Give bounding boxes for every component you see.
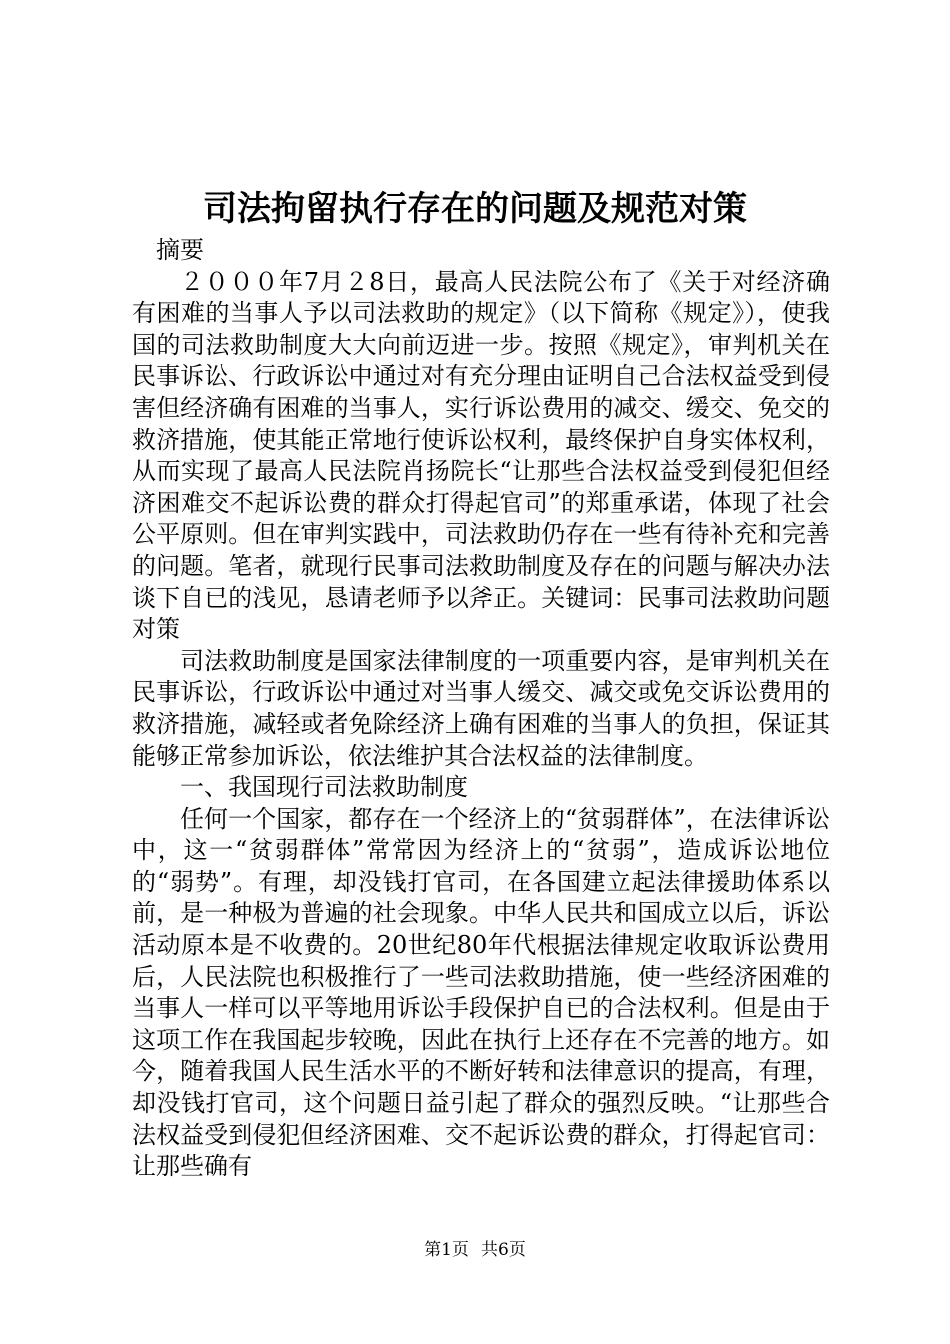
page-footer (0, 1238, 950, 1262)
section-heading: 一、我国现行司法救助制度 (180, 773, 468, 802)
document-body (132, 235, 830, 1183)
document-title: 司法拘留执行存在的问题及规范对策 (203, 189, 747, 229)
page-total: 共6页 (481, 1240, 526, 1260)
page-number: 第1页 (424, 1240, 469, 1260)
abstract-label: 摘要 (156, 236, 204, 264)
body-paragraph: 司法救助制度是国家法律制度的一项重要内容，是审判机关在民事诉讼，行政诉讼中通过对当事人缓交、减交或免交诉讼费用的救济措施，减轻或者免除经济上确有困难的当事人的负担，保证其能够正常参加诉讼，依法维护其合法权益的法律制度。 (132, 646, 830, 770)
abstract-paragraph: ２０００年7月２8日，最高人民法院公布了《关于对经济确有困难的当事人予以司法救助的规定》（以下简称《规定》），使我国的司法救助制度大大向前迈进一步。按照《规定》，审判机关在民事诉讼、行政诉讼中通过对有充分理由证明自己合法权益受到侵害但经济确有困难的当事人，实行诉讼费用的减交、缓交、免交的救济措施，使其能正常地行使诉讼权利，最终保护自身实体权利，从而实现了最高人民法院肖扬院长“让那些合法权益受到侵犯但经济困难交不起诉讼费的群众打得起官司”的郑重承诺，体现了社会公平原则。但在审判实践中，司法救助仍存在一些有待补充和完善的问题。笔者，就现行民事司法救助制度及存在的问题与解决办法谈下自已的浅见，恳请老师予以斧正。关键词：民事司法救助问题对策 (132, 267, 830, 644)
section-paragraph: 任何一个国家，都存在一个经济上的“贫弱群体”，在法律诉讼中，这一“贫弱群体”常常因为经济上的“贫弱”，造成诉讼地位的“弱势”。有理，却没钱打官司，在各国建立起法律援助体系以前，是一种极为普遍的社会现象。中华人民共和国成立以后，诉讼活动原本是不收费的。20世纪80年代根据法律规定收取诉讼费用后，人民法院也积极推行了一些司法救助措施，使一些经济困难的当事人一样可以平等地用诉讼手段保护自已的合法权利。但是由于这项工作在我国起步较晚，因此在执行上还存在不完善的地方。如今，随着我国人民生活水平的不断好转和法律意识的提高，有理，却没钱打官司，这个问题日益引起了群众的强烈反映。“让那些合法权益受到侵犯但经济困难、交不起诉讼费的群众，打得起官司：让那些确有 (132, 804, 830, 1181)
